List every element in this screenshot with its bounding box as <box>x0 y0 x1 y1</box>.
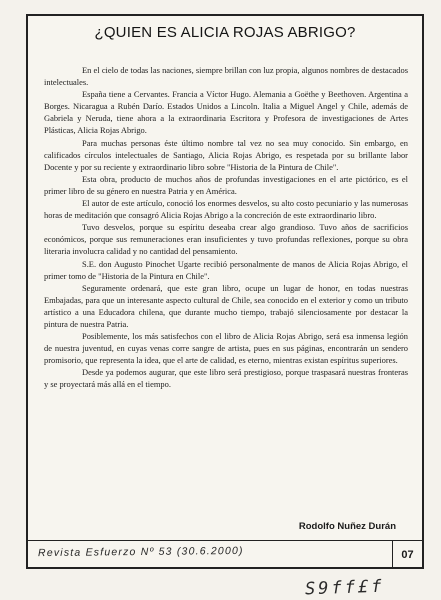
author-signature: Rodolfo Nuñez Durán <box>298 521 396 532</box>
paragraph-5: El autor de este artículo, conoció los enormes desvelos, su alto costo pecuniario y las numerosas horas de meditación que consagró Alicia Rojas Abrigo a la concreción de este extraordinario libro. <box>44 198 408 221</box>
paragraph-9: Posiblemente, los más satisfechos con el libro de Alicia Rojas Abrigo, será esa inmensa legión de nuestra juventud, en cuyas venas corre sangre de artista, pues en sus páginas, encontrarán un sendero promisorio, que representa la idea, que el arte de calidad, es eterno, mientras existan espíritus superiores. <box>44 331 408 366</box>
paragraph-6: Tuvo desvelos, porque su espíritu deseaba crear algo grandioso. Tuvo años de sacrificios económicos, porque sus remuneraciones eran insuficientes y tuvo profundas reflexiones, porque su obra literaria involucra calidad y no cantidad del pensamiento. <box>44 222 408 257</box>
footer-divider <box>28 540 422 541</box>
paragraph-1: En el cielo de todas las naciones, siempre brillan con luz propia, algunos nombres de destacados intelectuales. <box>44 65 408 88</box>
article-title: ¿QUIEN ES ALICIA ROJAS ABRIGO? <box>94 24 356 41</box>
article-frame <box>26 14 424 569</box>
paragraph-4: Esta obra, producto de muchos años de profundas investigaciones en el arte pictórico, es el primer libro de su género en nuestra Patria y en América. <box>44 173 408 196</box>
handwritten-source-note: Revista Esfuerzo Nº 53 (30.6.2000) <box>37 544 244 560</box>
paragraph-7: S.E. don Augusto Pinochet Ugarte recibió personalmente de manos de Alicia Rojas Abrigo, el primer tomo de "Historia de la Pintura en Chile". <box>44 258 408 281</box>
page-number: 07 <box>392 540 422 569</box>
archive-stamp: S9ff£f <box>304 576 385 600</box>
article-body <box>44 64 408 391</box>
paragraph-10: Desde ya podemos augurar, que este libro será prestigioso, porque traspasará nuestras fronteras y se proyectará más allá en el tiempo. <box>44 367 408 390</box>
paragraph-3: Para muchas personas éste último nombre tal vez no sea muy conocido. Sin embargo, en calificados círculos intelectuales de Santiago, Alicia Rojas Abrigo, es respetada por su brillante labor Docente y por su reciente y extraordinario libro sobre "Historia de la Pintura de Chile". <box>44 137 408 172</box>
paragraph-8: Seguramente ordenará, que este gran libro, ocupe un lugar de honor, en todas nuestras Embajadas, para que un interesante aspecto cultural de Chile, sea conocido en el exterior y como un tributo artístico a una Educadora chilena, que durante mucho tiempo, trabajó silenciosamente por destacar la pintura de nuestra Patria. <box>44 282 408 329</box>
paragraph-2: España tiene a Cervantes. Francia a Víctor Hugo. Alemania a Goëthe y Beethoven. Argentina a Borges. Nicaragua a Rubén Darío. Estados Unidos a Lincoln. Italia a Miguel Angel y Chile, además de Gabriela y Neruda, tiene ahora a la extraordinaria Escritora y Profesora de investigaciones de Artes Plásticas, Alicia Rojas Abrigo. <box>44 89 408 136</box>
